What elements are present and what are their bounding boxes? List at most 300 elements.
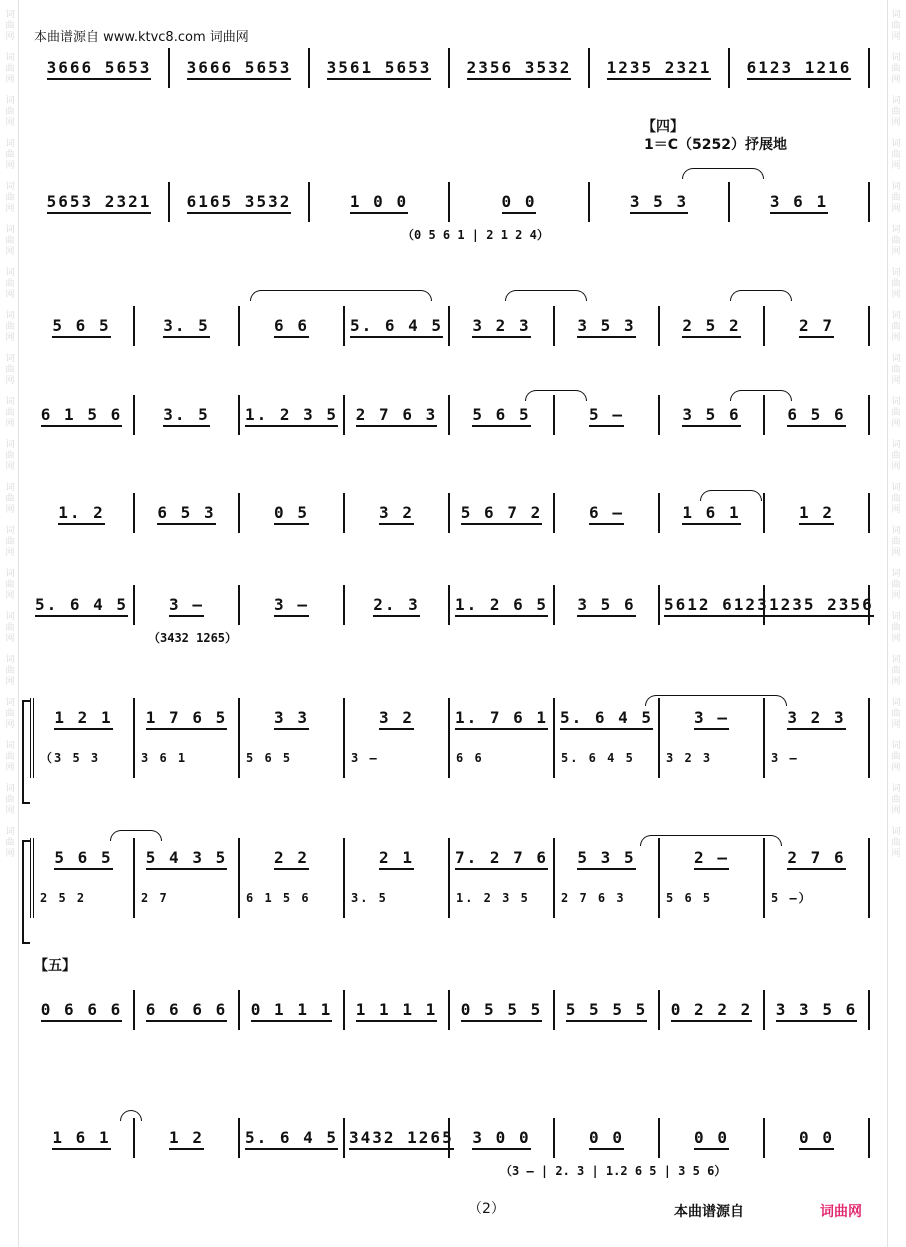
watermark-char: 网 <box>891 591 901 601</box>
watermark-char: 词 <box>5 784 15 794</box>
note-group: 3666 5653 <box>187 59 292 80</box>
watermark-char: 曲 <box>891 451 901 461</box>
watermark-char: 词 <box>5 311 15 321</box>
watermark-char: 网 <box>5 161 15 171</box>
lower-voice-note-group: 5 6 5 <box>666 891 713 905</box>
lower-voice-note-group: 5. 6 4 5 <box>561 751 635 765</box>
watermark-char: 网 <box>5 720 15 730</box>
watermark-char: 曲 <box>5 623 15 633</box>
slur-mark <box>505 290 587 301</box>
measure <box>660 585 769 625</box>
note-group: 2 5 2 <box>682 317 740 338</box>
watermark-char: 词 <box>891 139 901 149</box>
lower-voice-note-group: 3. 5 <box>351 891 388 905</box>
watermark-group <box>891 225 900 258</box>
watermark-char: 词 <box>891 612 901 622</box>
watermark-group <box>891 569 900 602</box>
watermark-char: 网 <box>5 677 15 687</box>
measure <box>310 48 450 88</box>
section-5-label: 【五】 <box>34 958 76 974</box>
watermark-char: 词 <box>5 483 15 493</box>
note-group: 3 – <box>169 596 204 617</box>
watermark-char: 词 <box>5 397 15 407</box>
note-group: 5 5 5 5 <box>566 1001 647 1022</box>
lower-voice-note-group: 2 7 6 3 <box>561 891 626 905</box>
measure <box>345 395 450 435</box>
section-4-key-signature: 1＝C（5252）抒展地 <box>644 137 787 153</box>
watermark-char: 曲 <box>5 107 15 117</box>
watermark-char: 网 <box>891 634 901 644</box>
measure <box>30 1118 135 1158</box>
measure <box>765 838 870 918</box>
watermark-char: 词 <box>5 655 15 665</box>
score-row <box>30 306 870 346</box>
watermark-char: 词 <box>5 440 15 450</box>
watermark-char: 词 <box>5 741 15 751</box>
measure <box>30 585 135 625</box>
measure <box>30 395 135 435</box>
note-group: 2 7 <box>799 317 834 338</box>
watermark-group <box>891 483 900 516</box>
watermark-char: 词 <box>891 569 901 579</box>
measure <box>240 585 345 625</box>
watermark-char: 曲 <box>891 408 901 418</box>
measure <box>555 698 660 778</box>
note-group: 1 7 6 5 <box>146 709 227 730</box>
watermark-char: 词 <box>891 397 901 407</box>
watermark-char: 曲 <box>5 838 15 848</box>
slur-mark <box>250 290 432 301</box>
score-row <box>30 1118 870 1178</box>
watermark-char: 曲 <box>891 107 901 117</box>
measure <box>730 48 870 88</box>
watermark-group <box>891 784 900 817</box>
note-group: 0 5 <box>274 504 309 525</box>
note-group: 3 2 3 <box>787 709 845 730</box>
watermark-group <box>891 139 900 172</box>
score-row <box>30 395 870 435</box>
measure <box>555 306 660 346</box>
watermark-char: 词 <box>891 268 901 278</box>
watermark-char: 曲 <box>5 365 15 375</box>
note-group: 3 3 <box>274 709 309 730</box>
watermark-char: 网 <box>5 763 15 773</box>
page-number: （2） <box>468 1201 505 1217</box>
watermark-char: 曲 <box>5 150 15 160</box>
note-group: 3 3 5 6 <box>776 1001 857 1022</box>
measure <box>660 1118 765 1158</box>
note-group: 1235 2321 <box>607 59 712 80</box>
measure <box>135 306 240 346</box>
measure <box>30 698 135 778</box>
note-group: 3 0 0 <box>472 1129 530 1150</box>
watermark-group <box>891 397 900 430</box>
watermark-char: 网 <box>891 376 901 386</box>
watermark-group <box>5 655 14 688</box>
watermark-char: 曲 <box>891 494 901 504</box>
note-group: 2356 3532 <box>467 59 572 80</box>
measure <box>450 585 555 625</box>
lower-voice-note-group: 2 7 <box>141 891 169 905</box>
watermark-char: 词 <box>891 526 901 536</box>
watermark-group <box>891 612 900 645</box>
note-group: 3 2 3 <box>472 317 530 338</box>
watermark-char: 曲 <box>5 580 15 590</box>
watermark-group <box>891 698 900 731</box>
watermark-char: 曲 <box>891 150 901 160</box>
watermark-char: 曲 <box>891 64 901 74</box>
measure <box>765 1118 870 1158</box>
measure <box>730 182 870 222</box>
note-group: 0 5 5 5 <box>461 1001 542 1022</box>
watermark-char: 网 <box>891 548 901 558</box>
slur-mark <box>730 390 792 401</box>
watermark-char: 词 <box>891 483 901 493</box>
note-group: 5. 6 4 5 <box>245 1129 338 1150</box>
measure <box>30 493 135 533</box>
lower-voice-note-group: 3 6 1 <box>141 751 188 765</box>
watermark-char: 曲 <box>891 623 901 633</box>
measure <box>135 395 240 435</box>
measure <box>450 838 555 918</box>
lower-voice-note-group: 3 – <box>771 751 799 765</box>
measure <box>660 838 765 918</box>
watermark-char: 曲 <box>5 408 15 418</box>
measure <box>450 493 555 533</box>
watermark-char: 曲 <box>891 666 901 676</box>
note-group: 7. 2 7 6 <box>455 849 548 870</box>
measure <box>240 698 345 778</box>
watermark-char: 词 <box>5 10 15 20</box>
note-group: 0 0 <box>589 1129 624 1150</box>
watermark-group <box>5 53 14 86</box>
watermark-char: 曲 <box>5 709 15 719</box>
measure <box>450 990 555 1030</box>
watermark-char: 词 <box>5 268 15 278</box>
measure <box>765 585 874 625</box>
watermark-char: 词 <box>5 569 15 579</box>
score-row <box>30 698 870 778</box>
measure <box>30 838 135 918</box>
watermark-char: 曲 <box>891 709 901 719</box>
watermark-group <box>5 784 14 817</box>
note-group: 3666 5653 <box>47 59 152 80</box>
watermark-char: 网 <box>5 591 15 601</box>
measure <box>30 182 170 222</box>
measure <box>590 48 730 88</box>
note-group: 6 6 6 6 <box>146 1001 227 1022</box>
watermark-char: 曲 <box>5 537 15 547</box>
note-group: 2 7 6 <box>787 849 845 870</box>
measure <box>555 990 660 1030</box>
note-group: 3 – <box>274 596 309 617</box>
lower-voice-note-group: 3 – <box>351 751 379 765</box>
note-group: 3 5 3 <box>630 193 688 214</box>
watermark-char: 网 <box>5 849 15 859</box>
measure <box>555 395 660 435</box>
watermark-char: 词 <box>891 827 901 837</box>
watermark-char: 曲 <box>5 666 15 676</box>
watermark-char: 网 <box>5 376 15 386</box>
watermark-char: 词 <box>5 612 15 622</box>
slur-mark <box>682 168 764 179</box>
measure <box>765 990 870 1030</box>
measure <box>345 838 450 918</box>
watermark-char: 网 <box>891 118 901 128</box>
lower-voice-note-group: 1. 2 3 5 <box>456 891 530 905</box>
measure <box>345 698 450 778</box>
measure <box>345 585 450 625</box>
note-group: 5. 6 4 5 <box>350 317 443 338</box>
watermark-char: 网 <box>5 75 15 85</box>
measure <box>765 493 870 533</box>
watermark-group <box>891 440 900 473</box>
watermark-group <box>891 53 900 86</box>
note-group: 6 5 3 <box>157 504 215 525</box>
watermark-char: 网 <box>891 161 901 171</box>
watermark-char: 曲 <box>5 236 15 246</box>
watermark-char: 网 <box>891 419 901 429</box>
watermark-char: 网 <box>891 462 901 472</box>
watermark-group <box>5 827 14 860</box>
note-group: 3 2 <box>379 504 414 525</box>
measure <box>660 306 765 346</box>
measure <box>660 395 765 435</box>
watermark-char: 词 <box>5 354 15 364</box>
note-group: 3432 1265 <box>349 1129 454 1150</box>
measure <box>765 395 870 435</box>
watermark-char: 网 <box>891 75 901 85</box>
measure <box>30 306 135 346</box>
note-group: 1. 2 <box>58 504 105 525</box>
measure <box>555 838 660 918</box>
measure <box>240 395 345 435</box>
watermark-char: 曲 <box>5 795 15 805</box>
watermark-char: 网 <box>891 806 901 816</box>
lower-voice-note-group: 3 2 3 <box>666 751 713 765</box>
note-group: 3 2 <box>379 709 414 730</box>
watermark-char: 曲 <box>5 21 15 31</box>
watermark-char: 词 <box>891 354 901 364</box>
watermark-char: 词 <box>5 96 15 106</box>
note-group: 5 6 5 <box>52 317 110 338</box>
note-group: 3 6 1 <box>770 193 828 214</box>
watermark-char: 曲 <box>5 279 15 289</box>
note-group: 5 6 5 <box>54 849 112 870</box>
watermark-group <box>891 827 900 860</box>
measure <box>450 48 590 88</box>
lower-voice-note-group: （3 5 3 <box>40 751 101 765</box>
note-group: 3 – <box>694 709 729 730</box>
watermark-char: 词 <box>5 698 15 708</box>
note-group: 5 6 7 2 <box>461 504 542 525</box>
measure <box>450 395 555 435</box>
note-group: 3 5 6 <box>682 406 740 427</box>
slur-mark <box>645 695 787 706</box>
note-group: 5 6 5 <box>472 406 530 427</box>
watermark-char: 网 <box>891 505 901 515</box>
note-group: 6 5 6 <box>787 406 845 427</box>
lower-voice-note-group: 6 6 <box>456 751 484 765</box>
measure <box>30 48 170 88</box>
watermark-char: 网 <box>891 849 901 859</box>
note-group: 2 7 6 3 <box>356 406 437 427</box>
watermark-char: 曲 <box>5 494 15 504</box>
header-source-text: 本曲谱源自 www.ktvc8.com 词曲网 <box>34 30 249 45</box>
watermark-char: 曲 <box>891 21 901 31</box>
measure <box>765 306 870 346</box>
footer-source-text: 本曲谱源自 <box>674 1204 744 1220</box>
measure <box>170 48 310 88</box>
watermark-char: 网 <box>891 333 901 343</box>
note-group: 1 2 <box>169 1129 204 1150</box>
watermark-group <box>5 440 14 473</box>
watermark-group <box>5 139 14 172</box>
measure <box>30 990 135 1030</box>
watermark-group <box>891 354 900 387</box>
watermark-char: 词 <box>891 96 901 106</box>
measure <box>450 698 555 778</box>
watermark-char: 词 <box>5 225 15 235</box>
measure <box>450 182 590 222</box>
measure <box>345 493 450 533</box>
watermark-char: 曲 <box>891 752 901 762</box>
watermark-char: 网 <box>5 333 15 343</box>
slur-mark <box>730 290 792 301</box>
watermark-char: 网 <box>5 462 15 472</box>
note-group: 0 0 <box>502 193 537 214</box>
watermark-char: 曲 <box>891 580 901 590</box>
footer-site-name: 词曲网 <box>820 1204 862 1220</box>
watermark-char: 词 <box>891 655 901 665</box>
watermark-char: 网 <box>891 247 901 257</box>
note-group: 6165 3532 <box>187 193 292 214</box>
section-4-label: 【四】 <box>642 119 684 135</box>
note-group: 0 6 6 6 <box>41 1001 122 1022</box>
note-group: 5 – <box>589 406 624 427</box>
accompaniment-line: （0 5 6 1 | 2 1 2 4） <box>402 228 549 242</box>
watermark-char: 词 <box>891 10 901 20</box>
slur-mark <box>700 490 762 501</box>
slur-mark <box>640 835 782 846</box>
watermark-group <box>5 268 14 301</box>
accompaniment-line: （3432 1265） <box>148 631 238 645</box>
note-group: 6123 1216 <box>747 59 852 80</box>
note-group: 1 2 <box>799 504 834 525</box>
measure <box>135 493 240 533</box>
watermark-char: 词 <box>891 440 901 450</box>
watermark-char: 词 <box>891 225 901 235</box>
watermark-group <box>5 526 14 559</box>
watermark-char: 曲 <box>891 279 901 289</box>
slur-mark <box>120 1110 142 1121</box>
measure <box>345 1118 454 1158</box>
lower-voice-note-group: 5 –） <box>771 891 813 905</box>
watermark-group <box>891 182 900 215</box>
measure <box>555 493 660 533</box>
watermark-char: 词 <box>5 139 15 149</box>
note-group: 5653 2321 <box>47 193 152 214</box>
measure <box>555 1118 660 1158</box>
watermark-group <box>5 612 14 645</box>
note-group: 0 0 <box>694 1129 729 1150</box>
watermark-char: 网 <box>891 677 901 687</box>
watermark-char: 词 <box>5 526 15 536</box>
score-row <box>30 182 870 242</box>
watermark-char: 词 <box>891 311 901 321</box>
watermark-char: 词 <box>891 784 901 794</box>
watermark-group <box>891 10 900 43</box>
measure <box>450 1118 555 1158</box>
note-group: 2 2 <box>274 849 309 870</box>
note-group: 5. 6 4 5 <box>560 709 653 730</box>
watermark-char: 网 <box>5 247 15 257</box>
watermark-char: 网 <box>5 634 15 644</box>
watermark-char: 曲 <box>5 451 15 461</box>
system-bracket <box>22 840 30 944</box>
note-group: 6 1 5 6 <box>41 406 122 427</box>
note-group: 1. 2 3 5 <box>245 406 338 427</box>
watermark-group <box>5 311 14 344</box>
watermark-group <box>5 569 14 602</box>
measure <box>240 838 345 918</box>
note-group: 2. 3 <box>373 596 420 617</box>
measure <box>310 182 450 222</box>
measure <box>240 990 345 1030</box>
watermark-group <box>891 741 900 774</box>
note-group: 3. 5 <box>163 406 210 427</box>
measure <box>135 838 240 918</box>
note-group: 1 6 1 <box>52 1129 110 1150</box>
note-group: 0 1 1 1 <box>251 1001 332 1022</box>
watermark-group <box>5 741 14 774</box>
watermark-char: 曲 <box>891 322 901 332</box>
measure <box>765 698 870 778</box>
measure <box>450 306 555 346</box>
measure <box>660 990 765 1030</box>
measure <box>170 182 310 222</box>
note-group: 1 1 1 1 <box>356 1001 437 1022</box>
watermark-char: 网 <box>5 505 15 515</box>
note-group: 1. 7 6 1 <box>455 709 548 730</box>
watermark-char: 曲 <box>891 537 901 547</box>
measure <box>345 990 450 1030</box>
note-group: 6 – <box>589 504 624 525</box>
watermark-group <box>5 96 14 129</box>
watermark-char: 曲 <box>5 193 15 203</box>
watermark-char: 词 <box>891 182 901 192</box>
watermark-group <box>891 268 900 301</box>
watermark-char: 曲 <box>5 752 15 762</box>
watermark-char: 网 <box>5 204 15 214</box>
accompaniment-line: （3 – | 2. 3 | 1.2 6 5 | 3 5 6） <box>500 1164 727 1178</box>
watermark-char: 网 <box>891 763 901 773</box>
watermark-char: 网 <box>5 806 15 816</box>
watermark-char: 词 <box>5 827 15 837</box>
note-group: 5. 6 4 5 <box>35 596 128 617</box>
score-row <box>30 990 870 1030</box>
watermark-char: 网 <box>5 548 15 558</box>
system-bracket <box>22 700 30 804</box>
note-group: 3561 5653 <box>327 59 432 80</box>
note-group: 3 5 3 <box>577 317 635 338</box>
lower-voice-note-group: 6 1 5 6 <box>246 891 311 905</box>
watermark-group <box>5 397 14 430</box>
right-watermark-strip <box>887 0 904 1247</box>
watermark-group <box>891 655 900 688</box>
score-row <box>30 48 870 88</box>
note-group: 5 4 3 5 <box>146 849 227 870</box>
